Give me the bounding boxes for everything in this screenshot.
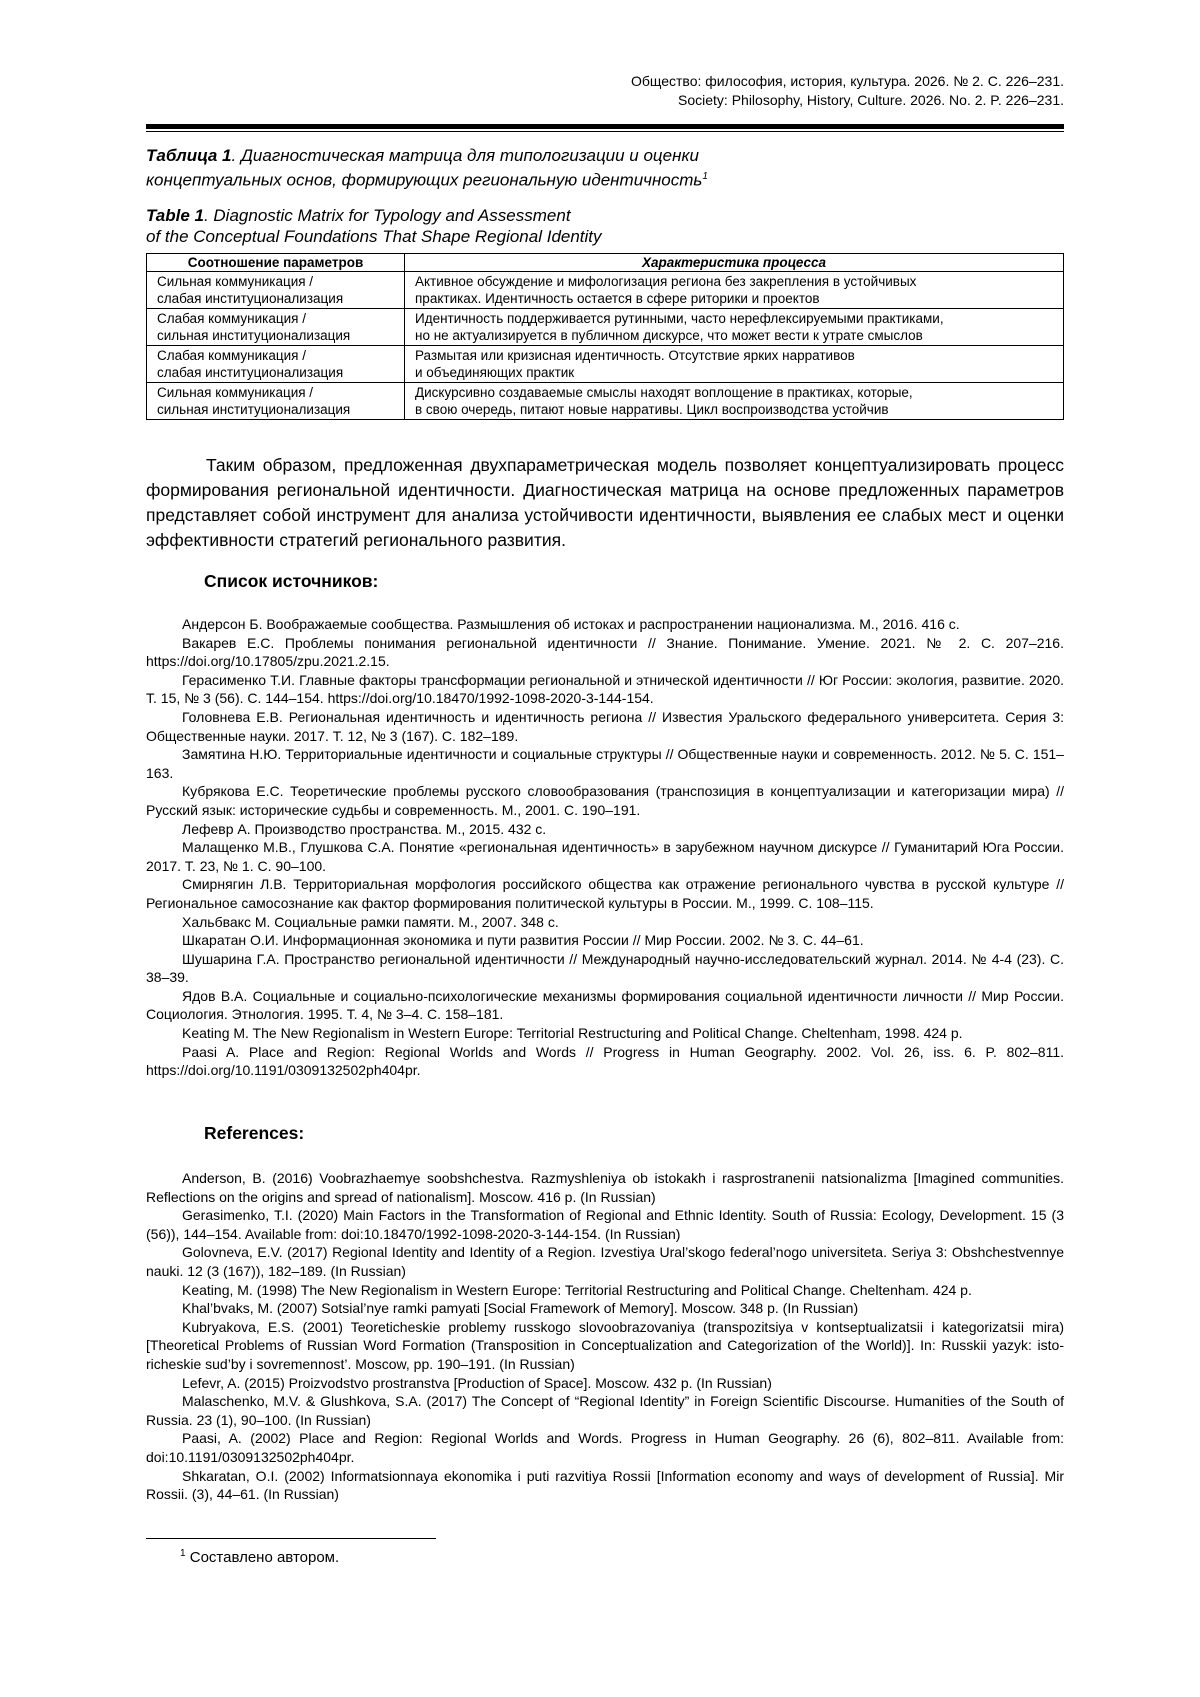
list-item: Ядов В.А. Социальные и социально-психологические механизмы формирования социальной идентичности личности // Мир России. Социология. Этнология. 1995. Т. 4, № 3–4. С. 158–181. <box>146 987 1064 1023</box>
footnote-rule <box>146 1538 436 1539</box>
table-header-characteristic: Характеристика процесса <box>405 254 1064 272</box>
list-item: Keating M. The New Regionalism in Western Europe: Territorial Restructuring and Political Change. Cheltenham, 1998. 424 p. <box>182 1025 963 1042</box>
header-rule-thin <box>146 131 1064 132</box>
header-rule-thick <box>146 124 1064 129</box>
table-row <box>147 272 1064 309</box>
list-item: Шушарина Г.А. Пространство региональной идентичности // Международный научно-исследовательский журнал. 2014. № 4-4 (23). С. 38–39. <box>146 950 1064 986</box>
list-item: Malaschenko, M.V. & Glushkova, S.A. (2017) The Concept of “Regional Identity” in Foreign Scientific Discourse. Humanities of the South of Russia. 23 (1), 90–100. (In Russian) <box>146 1393 1064 1428</box>
conclusion-paragraph: Таким образом, предложенная двухпараметрическая модель позволяет концептуализировать процесс формирования региональной идентичности. Диагностическая матрица на основе предложенных параметров представляет собой инструмент для анализа устойчивости идентичности, выявления ее слабых мест и оценки эффективности стратегий регионального развития. <box>146 455 1064 550</box>
cell-line: Сильная коммуникация / <box>157 385 314 400</box>
cell-line: Активное обсуждение и мифологизация региона без закрепления в устойчивых <box>415 274 917 289</box>
list-item: Anderson, B. (2016) Voobrazhaemye soobshchestva. Razmyshleniya ob istokakh i rasprostranenii natsionalizma [Imagined communities. Reflections on the origins and spread of nationalism]. Moscow. 416 p. (In Russian) <box>146 1170 1064 1205</box>
list-item: Лефевр А. Производство пространства. М., 2015. 432 с. <box>182 820 547 837</box>
header-line-en: Society: Philosophy, History, Culture. 2026. No. 2. P. 226–231. <box>678 92 1064 108</box>
diagnostic-matrix-table <box>146 253 1064 420</box>
list-item: Paasi, A. (2002) Place and Region: Regional Worlds and Words. Progress in Human Geography. 26 (6), 802–811. Available from: doi:10.1191/0309132502ph404pr. <box>146 1430 1064 1465</box>
cell-line: сильная институционализация <box>157 328 351 343</box>
list-item: Андерсон Б. Воображаемые сообщества. Размышления об истоках и распространении национализма. М., 2016. 416 с. <box>182 616 960 632</box>
cell-line: в свою очередь, питают новые нарративы. Цикл воспроизводства устойчив <box>415 402 889 417</box>
footnote-mark: 1 <box>180 1548 186 1559</box>
cell-line: но не актуализируется в публичном дискурсе, что может вести к утрате смыслов <box>415 328 923 343</box>
cell-line: Идентичность поддерживается рутинными, часто нерефлексируемыми практиками, <box>415 311 944 326</box>
list-item: Замятина Н.Ю. Территориальные идентичности и социальные структуры // Общественные науки и современность. 2012. № 5. С. 151–163. <box>146 746 1064 781</box>
cell-line: Сильная коммуникация / <box>157 274 314 289</box>
list-item: Вакарев Е.С. Проблемы понимания региональной идентичности // Знание. Понимание. Умение. 2021. № 2. С. 207–216. https://doi.org/10.17805/zpu.2021.2.15. <box>146 634 1064 670</box>
table-cell-params <box>147 272 405 309</box>
list-item: Gerasimenko, T.I. (2020) Main Factors in the Transformation of Regional and Ethnic Identity. South of Russia: Ecology, Development. 15 (3 (56)), 144–154. Available from: doi:10.18470/1992-1098-2020-3-144-154. (In Russian) <box>146 1207 1064 1242</box>
caption-ru-line2: концептуальных основ, формирующих региональную идентичность <box>146 170 703 190</box>
table-cell-params <box>147 309 405 346</box>
list-item: Смирнягин Л.В. Территориальная морфология российского общества как отражение регионального чувства в русской культуре // Региональное самосознание как фактор формирования политической культуры в России. М., 1999. С. 108–115. <box>146 876 1064 911</box>
list-item: Keating, M. (1998) The New Regionalism in Western Europe: Territorial Restructuring and Political Change. Cheltenham. 424 p. <box>182 1281 972 1298</box>
list-item: Kubryakova, E.S. (2001) Teoreticheskie problemy russkogo slovoobrazovaniya (transpozitsiya v kontseptualizatsii i kategorizatsii mira) [Theoretical Problems of Russian Word Formation (Transposition in Conceptualization and Categorization of the World)]. In: Russkii yazyk: isto-richeskie sud’by i sovremennost’. Moscow, pp. 190–191. (In Russian) <box>146 1318 1064 1372</box>
caption-footnote-mark: 1 <box>702 171 708 182</box>
running-header <box>146 72 1064 110</box>
table-caption-ru <box>146 145 1064 191</box>
list-item: Lefevr, A. (2015) Proizvodstvo prostranstva [Production of Space]. Moscow. 432 p. (In Russian) <box>182 1374 772 1391</box>
list-item: Golovneva, E.V. (2017) Regional Identity and Identity of a Region. Izvestiya Ural’skogo federal’nogo universiteta. Seriya 3: Obshchestvennye nauki. 12 (3 (167)), 182–189. (In Russian) <box>146 1244 1064 1279</box>
table-header-params: Соотношение параметров <box>147 254 405 272</box>
list-item: Малащенко М.В., Глушкова С.А. Понятие «региональная идентичность» в зарубежном научном дискурсе // Гуманитарий Юга России. 2017. Т. 23, № 1. С. 90–100. <box>146 839 1064 874</box>
list-item: Герасименко Т.И. Главные факторы трансформации региональной и этнической идентичности // Юг России: экология, развитие. 2020. Т. 15, № 3 (56). С. 144–154. https://doi.org/10.18470/1992-1098-2020-3-144-154. <box>146 671 1064 707</box>
caption-en-label: Table 1 <box>146 206 204 225</box>
list-item: Головнева Е.В. Региональная идентичность и идентичность региона // Известия Уральского федерального университета. Серия 3: Общественные науки. 2017. Т. 12, № 3 (167). С. 182–189. <box>146 708 1064 744</box>
caption-en-line2: of the Conceptual Foundations That Shape Regional Identity <box>146 227 602 246</box>
sources-title: Список источников: <box>204 571 379 591</box>
table-cell-params <box>147 346 405 383</box>
table-cell-params <box>147 383 405 420</box>
table-row <box>147 383 1064 420</box>
table-cell-desc <box>405 272 1064 309</box>
header-line-ru: Общество: философия, история, культура. 2026. № 2. С. 226–231. <box>630 73 1064 89</box>
cell-line: Слабая коммуникация / <box>157 348 306 363</box>
table-header-row <box>147 254 1064 272</box>
cell-line: слабая институционализация <box>157 291 344 306</box>
references-title: References: <box>204 1123 305 1143</box>
list-item: Хальбвакс М. Социальные рамки памяти. М., 2007. 348 с. <box>182 913 559 930</box>
list-item: Shkaratan, O.I. (2002) Informatsionnaya ekonomika i puti razvitiya Rossii [Information economy and ways of development of Russia]. Mir Rossii. (3), 44–61. (In Russian) <box>146 1467 1064 1503</box>
cell-line: слабая институционализация <box>157 365 344 380</box>
list-item: Кубрякова Е.С. Теоретические проблемы русского словообразования (транспозиция в концептуализации и категоризации мира) // Русский язык: исторические судьбы и современность. М., 2001. С. 190–191. <box>146 783 1064 818</box>
cell-line: Слабая коммуникация / <box>157 311 306 326</box>
cell-line: и объединяющих практик <box>415 365 575 380</box>
table-row <box>147 346 1064 383</box>
table-row <box>147 309 1064 346</box>
cell-line: Размытая или кризисная идентичность. Отсутствие ярких нарративов <box>415 348 855 363</box>
footnote-text: Составлено автором. <box>185 1549 340 1566</box>
cell-line: практиках. Идентичность остается в сфере риторики и проектов <box>415 291 820 306</box>
table-caption-en <box>146 205 1064 247</box>
sources-list <box>146 615 1064 1080</box>
cell-line: сильная институционализация <box>157 402 351 417</box>
table-cell-desc <box>405 346 1064 383</box>
list-item: Khal’bvaks, M. (2007) Sotsial’nye ramki pamyati [Social Framework of Memory]. Moscow. 348 p. (In Russian) <box>182 1300 859 1317</box>
list-item: Шкаратан О.И. Информационная экономика и пути развития России // Мир России. 2002. № 3. С. 44–61. <box>182 932 864 949</box>
references-list <box>146 1169 1064 1504</box>
table-cell-desc <box>405 309 1064 346</box>
footnote <box>180 1548 339 1566</box>
caption-ru-line1: . Диагностическая матрица для типологизации и оценки <box>231 146 699 165</box>
list-item: Paasi A. Place and Region: Regional Worlds and Words // Progress in Human Geography. 2002. Vol. 26, iss. 6. P. 802–811. https://doi.org/10.1191/0309132502ph404pr. <box>146 1043 1064 1079</box>
table-cell-desc <box>405 383 1064 420</box>
caption-en-line1: . Diagnostic Matrix for Typology and Assessment <box>203 206 571 225</box>
caption-ru-label: Таблица 1 <box>146 146 232 165</box>
cell-line: Дискурсивно создаваемые смыслы находят воплощение в практиках, которые, <box>415 385 913 400</box>
